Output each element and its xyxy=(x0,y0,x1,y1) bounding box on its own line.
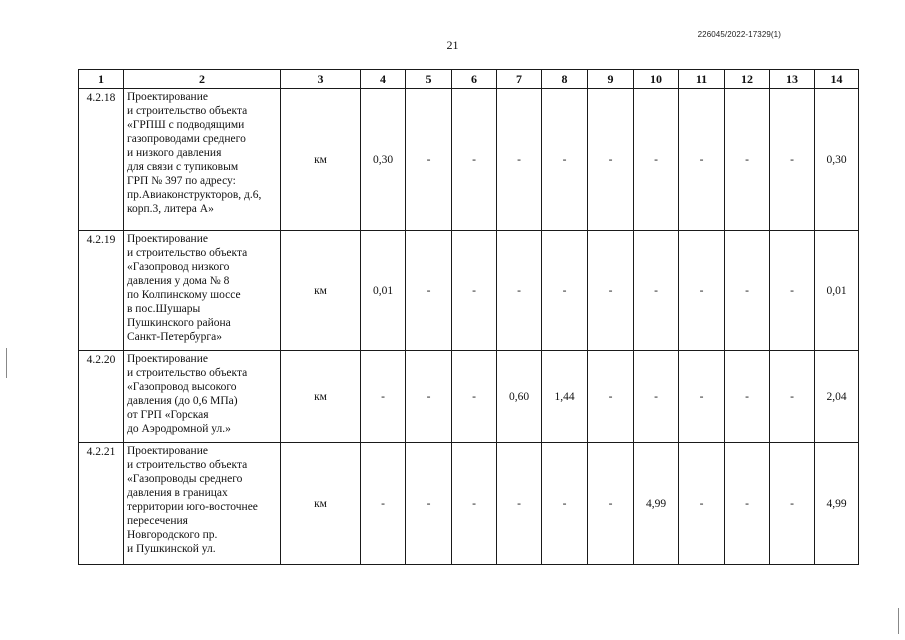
margin-mark-left xyxy=(6,348,7,378)
column-header: 10 xyxy=(634,70,679,89)
total-cell: 0,30 xyxy=(815,89,859,231)
value-cell: - xyxy=(361,351,406,443)
table-row xyxy=(79,89,859,231)
value-cell: - xyxy=(634,89,679,231)
value-cell: - xyxy=(725,89,770,231)
value-cell: - xyxy=(406,89,452,231)
column-header: 4 xyxy=(361,70,406,89)
value-cell: - xyxy=(770,443,815,565)
data-table xyxy=(78,69,859,565)
value-cell: - xyxy=(725,231,770,351)
table-header-row xyxy=(79,70,859,89)
unit-cell: км xyxy=(281,443,361,565)
column-header: 13 xyxy=(770,70,815,89)
value-cell: - xyxy=(770,351,815,443)
total-cell: 2,04 xyxy=(815,351,859,443)
value-cell: - xyxy=(452,231,497,351)
column-header: 6 xyxy=(452,70,497,89)
value-cell: 1,44 xyxy=(542,351,588,443)
row-number: 4.2.21 xyxy=(79,443,124,565)
value-cell: 4,99 xyxy=(634,443,679,565)
value-cell: - xyxy=(542,231,588,351)
column-header: 5 xyxy=(406,70,452,89)
value-cell: - xyxy=(634,351,679,443)
value-cell: - xyxy=(679,351,725,443)
row-number: 4.2.18 xyxy=(79,89,124,231)
value-cell: - xyxy=(679,443,725,565)
project-name: Проектирование и строительство объекта «Газопровод высокого давления (до 0,6 МПа) от ГРП «Горская до Аэродромной ул.» xyxy=(124,351,281,443)
value-cell: - xyxy=(725,443,770,565)
document-number: 226045/2022-17329(1) xyxy=(697,30,781,39)
column-header: 2 xyxy=(124,70,281,89)
value-cell: 0,60 xyxy=(497,351,542,443)
value-cell: 0,01 xyxy=(361,231,406,351)
column-header: 9 xyxy=(588,70,634,89)
value-cell: - xyxy=(588,89,634,231)
value-cell: - xyxy=(497,443,542,565)
column-header: 3 xyxy=(281,70,361,89)
column-header: 7 xyxy=(497,70,542,89)
column-header: 14 xyxy=(815,70,859,89)
project-name: Проектирование и строительство объекта «ГРПШ с подводящими газопроводами среднего и низкого давления для связи с тупиковым ГРП № 397 по адресу: пр.Авиаконструкторов, д.6, корп.3, литера А» xyxy=(124,89,281,231)
value-cell: - xyxy=(497,89,542,231)
value-cell: - xyxy=(588,443,634,565)
project-name: Проектирование и строительство объекта «Газопроводы среднего давления в границах территории юго-восточнее пересечения Новгородского пр. и Пушкинской ул. xyxy=(124,443,281,565)
row-number: 4.2.20 xyxy=(79,351,124,443)
value-cell: - xyxy=(588,351,634,443)
table-row xyxy=(79,443,859,565)
column-header: 8 xyxy=(542,70,588,89)
total-cell: 4,99 xyxy=(815,443,859,565)
value-cell: - xyxy=(452,89,497,231)
value-cell: - xyxy=(361,443,406,565)
value-cell: - xyxy=(770,89,815,231)
total-cell: 0,01 xyxy=(815,231,859,351)
column-header: 11 xyxy=(679,70,725,89)
unit-cell: км xyxy=(281,89,361,231)
value-cell: - xyxy=(452,443,497,565)
column-header: 12 xyxy=(725,70,770,89)
value-cell: - xyxy=(725,351,770,443)
value-cell: - xyxy=(634,231,679,351)
table-row xyxy=(79,351,859,443)
value-cell: - xyxy=(770,231,815,351)
value-cell: - xyxy=(542,443,588,565)
value-cell: - xyxy=(679,231,725,351)
value-cell: - xyxy=(406,231,452,351)
value-cell: - xyxy=(679,89,725,231)
row-number: 4.2.19 xyxy=(79,231,124,351)
margin-mark-right xyxy=(898,608,899,634)
value-cell: 0,30 xyxy=(361,89,406,231)
unit-cell: км xyxy=(281,351,361,443)
table-body xyxy=(79,89,859,565)
value-cell: - xyxy=(497,231,542,351)
column-header: 1 xyxy=(79,70,124,89)
value-cell: - xyxy=(452,351,497,443)
value-cell: - xyxy=(542,89,588,231)
value-cell: - xyxy=(588,231,634,351)
table-row xyxy=(79,231,859,351)
unit-cell: км xyxy=(281,231,361,351)
page-number: 21 xyxy=(446,38,459,52)
value-cell: - xyxy=(406,443,452,565)
project-name: Проектирование и строительство объекта «Газопровод низкого давления у дома № 8 по Колпинскому шоссе в пос.Шушары Пушкинского района Санкт-Петербурга» xyxy=(124,231,281,351)
value-cell: - xyxy=(406,351,452,443)
